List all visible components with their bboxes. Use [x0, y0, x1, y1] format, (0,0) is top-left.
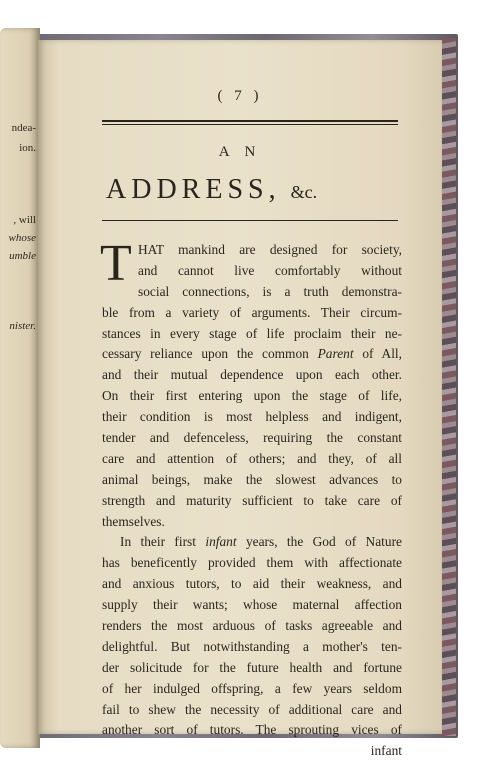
title-word: ADDRESS,: [106, 174, 281, 205]
text-line: their condition is most helpless and indigent,: [102, 409, 402, 425]
facing-page-fragment: umble: [9, 250, 36, 262]
heading-article: A N: [218, 144, 262, 160]
facing-page: [0, 28, 40, 748]
text-line: ble from a variety of arguments. Their circum-: [102, 304, 402, 320]
facing-page-fragment: ion.: [19, 142, 36, 154]
title-rule: [102, 220, 398, 221]
text-line: On their first entering upon the stage of life,: [102, 388, 402, 404]
text-line: has beneficently provided them with affectionate: [102, 555, 402, 571]
text-line: and their mutual dependence upon each other.: [102, 367, 402, 383]
text-line: supply their wants; whose maternal affection: [102, 597, 402, 613]
text-line: strength and maturity sufficient to take care of: [102, 492, 402, 508]
body-text: [100, 235, 402, 762]
text-line: themselves.: [102, 513, 165, 529]
facing-page-fragment: ndea-: [11, 122, 36, 134]
page-title: [106, 174, 317, 206]
text-line: care and attention of others; and they, of all: [102, 450, 402, 466]
catchword: infant: [370, 743, 402, 759]
text-line: of her indulged offspring, a few years seldom: [102, 680, 402, 696]
header-rule-thin: [102, 124, 398, 125]
text-line: and cannot live comfortably without: [138, 262, 402, 278]
text-line: and anxious tutors, to aid their weakness, and: [102, 576, 402, 592]
facing-page-fragment: nister.: [9, 320, 36, 332]
text-line: animal beings, make the slowest advances to: [102, 471, 402, 487]
facing-page-fragment: , will: [13, 214, 36, 226]
text-line: HAT mankind are designed for society,: [138, 242, 402, 257]
book-page: [38, 40, 442, 759]
text-line: social connections, is a truth demonstra-: [138, 283, 402, 299]
marbled-board-edge: [440, 38, 456, 736]
text-line: fail to shew the necessity of additional care and: [102, 701, 402, 717]
text-line: In their first infant years, the God of Nature: [120, 534, 402, 550]
facing-page-fragment: whose: [8, 232, 36, 244]
header-rule: [102, 120, 398, 122]
text-line: stances in every stage of life proclaim their ne-: [102, 325, 402, 341]
text-line: delightful. But notwithstanding a mother's ten-: [102, 638, 402, 654]
text-line: der solicitude for the future health and fortune: [102, 659, 402, 675]
title-etc: &c.: [290, 182, 318, 202]
page-number: ( 7 ): [217, 88, 263, 104]
text-line: renders the most arduous of tasks agreeable and: [102, 618, 402, 634]
text-line: tender and defenceless, requiring the constant: [102, 430, 402, 446]
text-line: cessary reliance upon the common Parent of All,: [102, 346, 402, 362]
text-line: another sort of tutors. The sprouting vices of: [102, 722, 402, 738]
drop-cap: T: [100, 235, 132, 292]
